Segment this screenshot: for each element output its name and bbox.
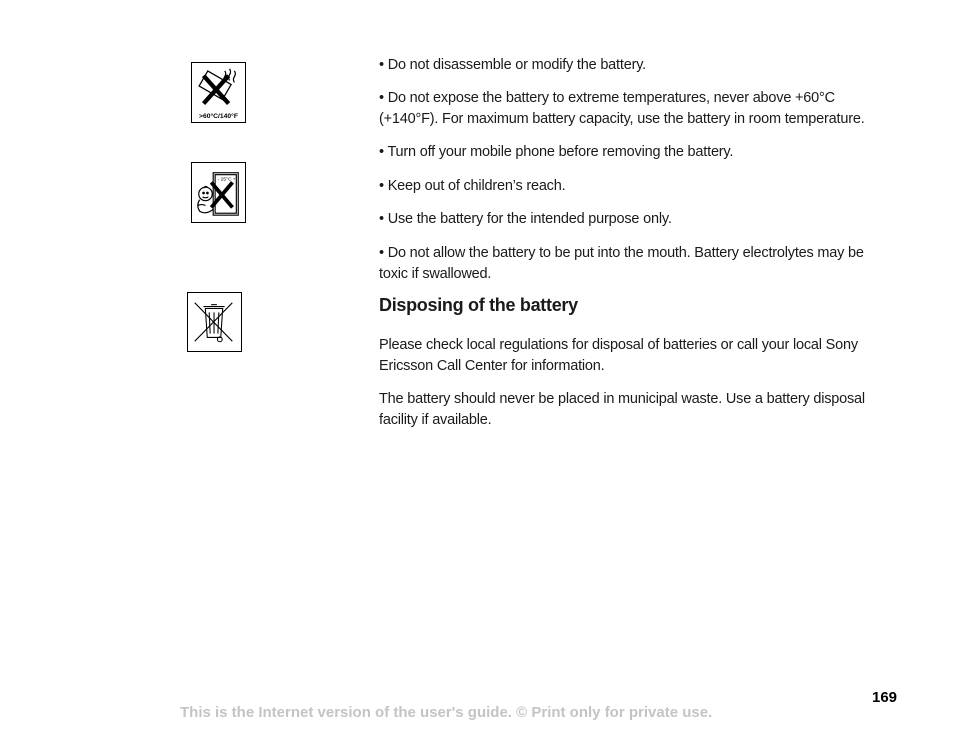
no-heat-battery-icon (191, 62, 246, 123)
child-reach-warning-icon (191, 162, 246, 223)
crossed-bin-icon (187, 292, 242, 352)
section-heading: Disposing of the battery (379, 295, 578, 315)
temperature-range-label: - 25°C + (217, 177, 236, 183)
footer-note: This is the Internet version of the user's guide. © Print only for private use. (180, 704, 713, 721)
bullet-temperature: • Do not expose the battery to extreme temperatures, never above +60°C (+140°F). For maximum battery capacity, use the battery in room temperature. (379, 90, 865, 127)
bullet-intended-purpose: • Use the battery for the intended purpose only. (379, 211, 672, 227)
disposal-paragraph: Please check local regulations for disposal of batteries or call your local Sony Ericsson Call Center for information. (379, 337, 858, 374)
bullet-children: • Keep out of children’s reach. (379, 178, 566, 194)
temperature-label: >60°C/140°F (199, 113, 238, 121)
bullet-no-disassemble: • Do not disassemble or modify the battery. (379, 57, 646, 73)
bullet-mouth-toxic: • Do not allow the battery to be put into the mouth. Battery electrolytes may be toxic if swallowed. (379, 245, 864, 282)
bullet-turn-off-phone: • Turn off your mobile phone before removing the battery. (379, 144, 734, 160)
municipal-waste-paragraph: The battery should never be placed in municipal waste. Use a battery disposal facility if available. (379, 391, 865, 428)
page-number: 169 (872, 689, 898, 706)
